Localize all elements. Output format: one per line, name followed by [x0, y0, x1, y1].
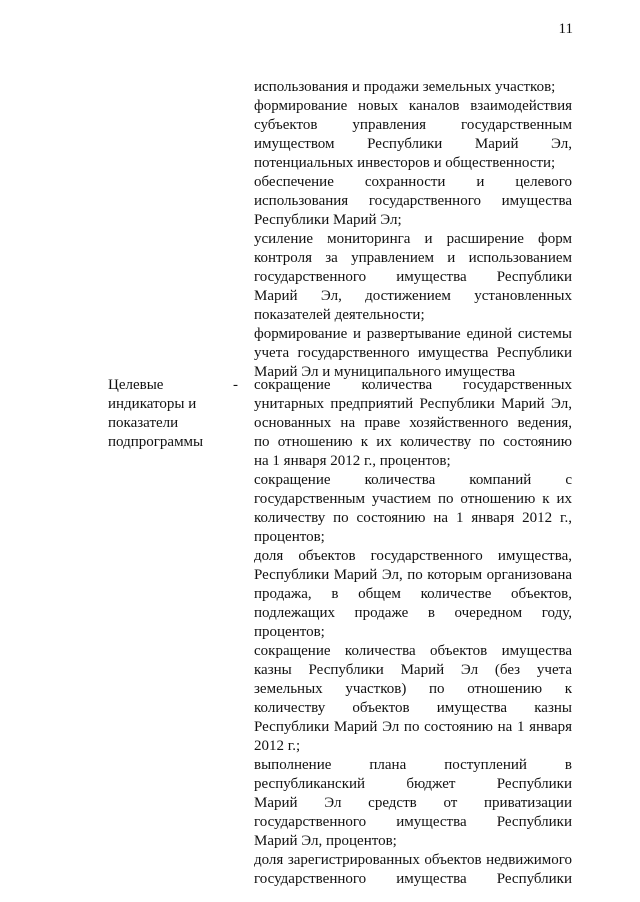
text-line: Республики Марий Эл; — [254, 212, 402, 228]
text-line: усиление мониторинга и расширение форм — [254, 231, 572, 247]
text-line: использования и продажи земельных участков; — [254, 79, 556, 95]
section-label-target-indicators — [108, 376, 218, 452]
text-line: процентов; — [254, 624, 325, 640]
text-line: показателей деятельности; — [254, 307, 425, 323]
text-line: государственным участием по отношению к их — [254, 491, 572, 507]
text-line: Марий Эл, достижением установленных — [254, 288, 572, 304]
text-line: количеству по состоянию на 1 января 2012 г., — [254, 510, 572, 526]
section-label-line: подпрограммы — [108, 434, 204, 450]
text-line: Республики Марий Эл по состоянию на 1 января — [254, 719, 572, 735]
text-line: доля зарегистрированных объектов недвижимого — [254, 852, 572, 868]
text-line: имуществом Республики Марий Эл, — [254, 136, 572, 152]
text-line: 2012 г.; — [254, 738, 301, 754]
text-line: на 1 января 2012 г., процентов; — [254, 453, 451, 469]
text-line: сокращение количества объектов имущества — [254, 643, 572, 659]
section-label-line: Целевые — [108, 377, 164, 393]
text-line: субъектов управления государственным — [254, 117, 572, 133]
text-line: доля объектов государственного имущества, — [254, 548, 572, 564]
text-line: продажа, в общем количестве объектов, — [254, 586, 572, 602]
text-line: государственного имущества Республики — [254, 269, 572, 285]
text-line: Марий Эл, процентов; — [254, 833, 397, 849]
text-line: формирование новых каналов взаимодействия — [254, 98, 572, 114]
text-line: подлежащих продаже в очередном году, — [254, 605, 572, 621]
text-line: по отношению к их количеству по состоянию — [254, 434, 572, 450]
text-line: количеству объектов имущества казны — [254, 700, 572, 716]
text-line: республиканский бюджет Республики — [254, 776, 572, 792]
text-line: Марий Эл и муниципального имущества — [254, 364, 516, 380]
text-line: потенциальных инвесторов и общественности; — [254, 155, 556, 171]
text-line: Марий Эл средств от приватизации — [254, 795, 572, 811]
section-label-line: показатели — [108, 415, 179, 431]
text-line: выполнение плана поступлений в — [254, 757, 572, 773]
text-line: использования государственного имущества — [254, 193, 572, 209]
text-line: государственного имущества Республики — [254, 871, 572, 887]
text-line: Республики Марий Эл, по которым организована — [254, 567, 572, 583]
section-label-line: индикаторы и — [108, 396, 197, 412]
text-line: контроля за управлением и использованием — [254, 250, 572, 266]
text-line: казны Республики Марий Эл (без учета — [254, 662, 572, 678]
text-line: основанных на праве хозяйственного ведения, — [254, 415, 572, 431]
text-line: обеспечение сохранности и целевого — [254, 174, 572, 190]
text-line: формирование и развертывание единой системы — [254, 326, 572, 342]
indicators-text-block — [254, 376, 572, 889]
text-line: учета государственного имущества Республики — [254, 345, 572, 361]
page-number: 11 — [558, 21, 573, 37]
text-line: процентов; — [254, 529, 325, 545]
tasks-text-block — [254, 78, 572, 382]
text-line: сокращение количества государственных — [254, 377, 572, 393]
text-line: сокращение количества компаний с — [254, 472, 572, 488]
text-line: государственного имущества Республики — [254, 814, 572, 830]
text-line: земельных участков) по отношению к — [254, 681, 572, 697]
label-dash: - — [233, 377, 238, 393]
text-line: унитарных предприятий Республики Марий Эл, — [254, 396, 572, 412]
